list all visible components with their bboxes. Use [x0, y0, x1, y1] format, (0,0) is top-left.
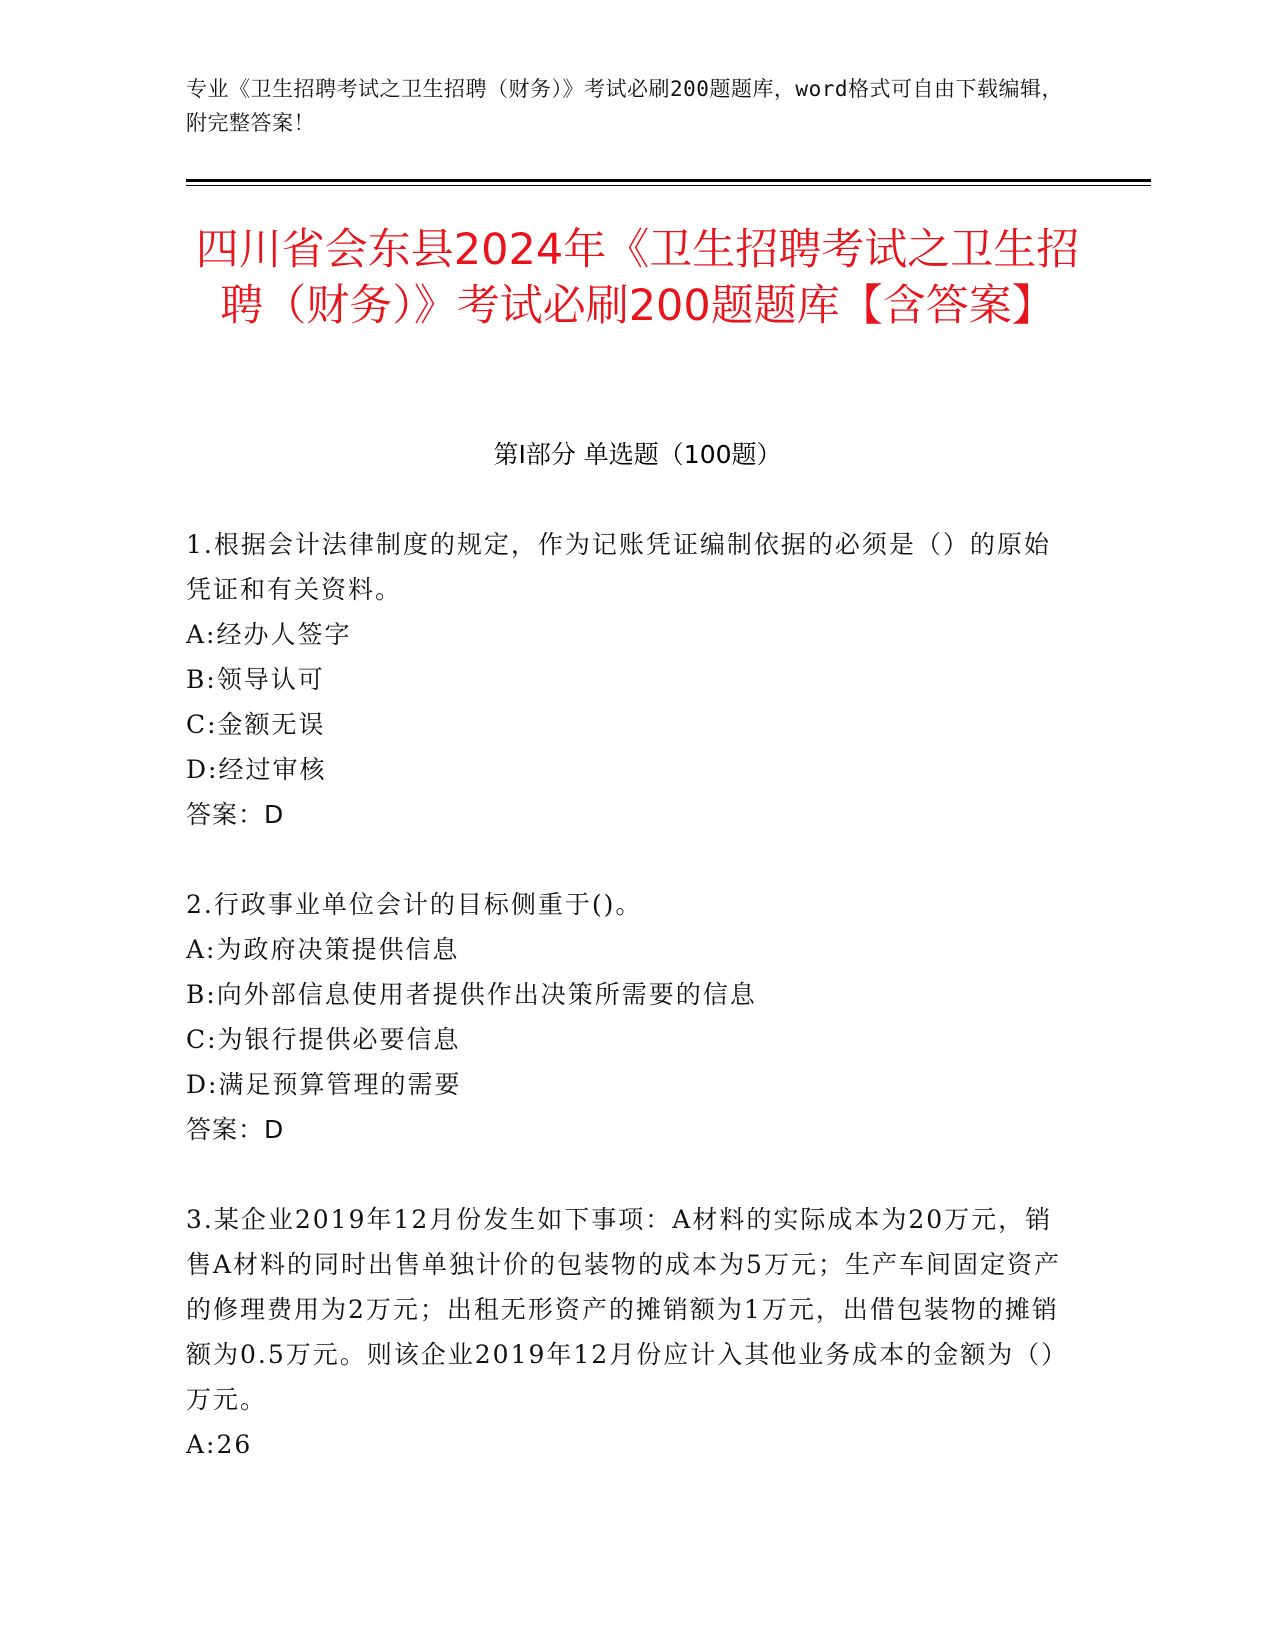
spacer [186, 1152, 1066, 1197]
question-stem: 3.某企业2019年12月份发生如下事项：A材料的实际成本为20万元，销售A材料的同时出售单独计价的包装物的成本为5万元；生产车间固定资产的修理费用为2万元；出租无形资产的摊销额为1万元，出借包装物的摊销额为0.5万元。则该企业2019年12月份应计入其他业务成本的金额为（）万元。 [186, 1205, 1061, 1414]
spacer [186, 837, 1066, 882]
option-a: A:为政府决策提供信息 [186, 935, 460, 964]
option-b: B:向外部信息使用者提供作出决策所需要的信息 [186, 980, 757, 1009]
option-a: A:26 [186, 1430, 253, 1459]
answer: 答案：D [186, 1115, 285, 1144]
header-divider-thick [186, 179, 1151, 182]
answer: 答案：D [186, 800, 285, 829]
document-title: 四川省会东县2024年《卫生招聘考试之卫生招聘（财务）》考试必刷200题题库【含答案】 [195, 225, 1080, 331]
option-d: D:经过审核 [186, 755, 327, 784]
option-a: A:经办人签字 [186, 620, 352, 649]
option-c: C:为银行提供必要信息 [186, 1025, 461, 1054]
header-divider-thin [186, 185, 1151, 186]
question-list [186, 522, 1066, 1467]
question-stem: 1.根据会计法律制度的规定，作为记账凭证编制依据的必须是（）的原始凭证和有关资料。 [186, 530, 1051, 604]
option-d: D:满足预算管理的需要 [186, 1070, 462, 1099]
option-b: B:领导认可 [186, 665, 325, 694]
question-2 [186, 882, 1066, 1152]
question-stem: 2.行政事业单位会计的目标侧重于()。 [186, 890, 643, 919]
question-1 [186, 522, 1066, 837]
header-note: 专业《卫生招聘考试之卫生招聘（财务）》考试必刷200题题库，word格式可自由下载编辑，附完整答案！ [186, 77, 1063, 135]
part-heading: 第I部分 单选题（100题） [493, 440, 782, 469]
question-3 [186, 1197, 1066, 1467]
option-c: C:金额无误 [186, 710, 326, 739]
